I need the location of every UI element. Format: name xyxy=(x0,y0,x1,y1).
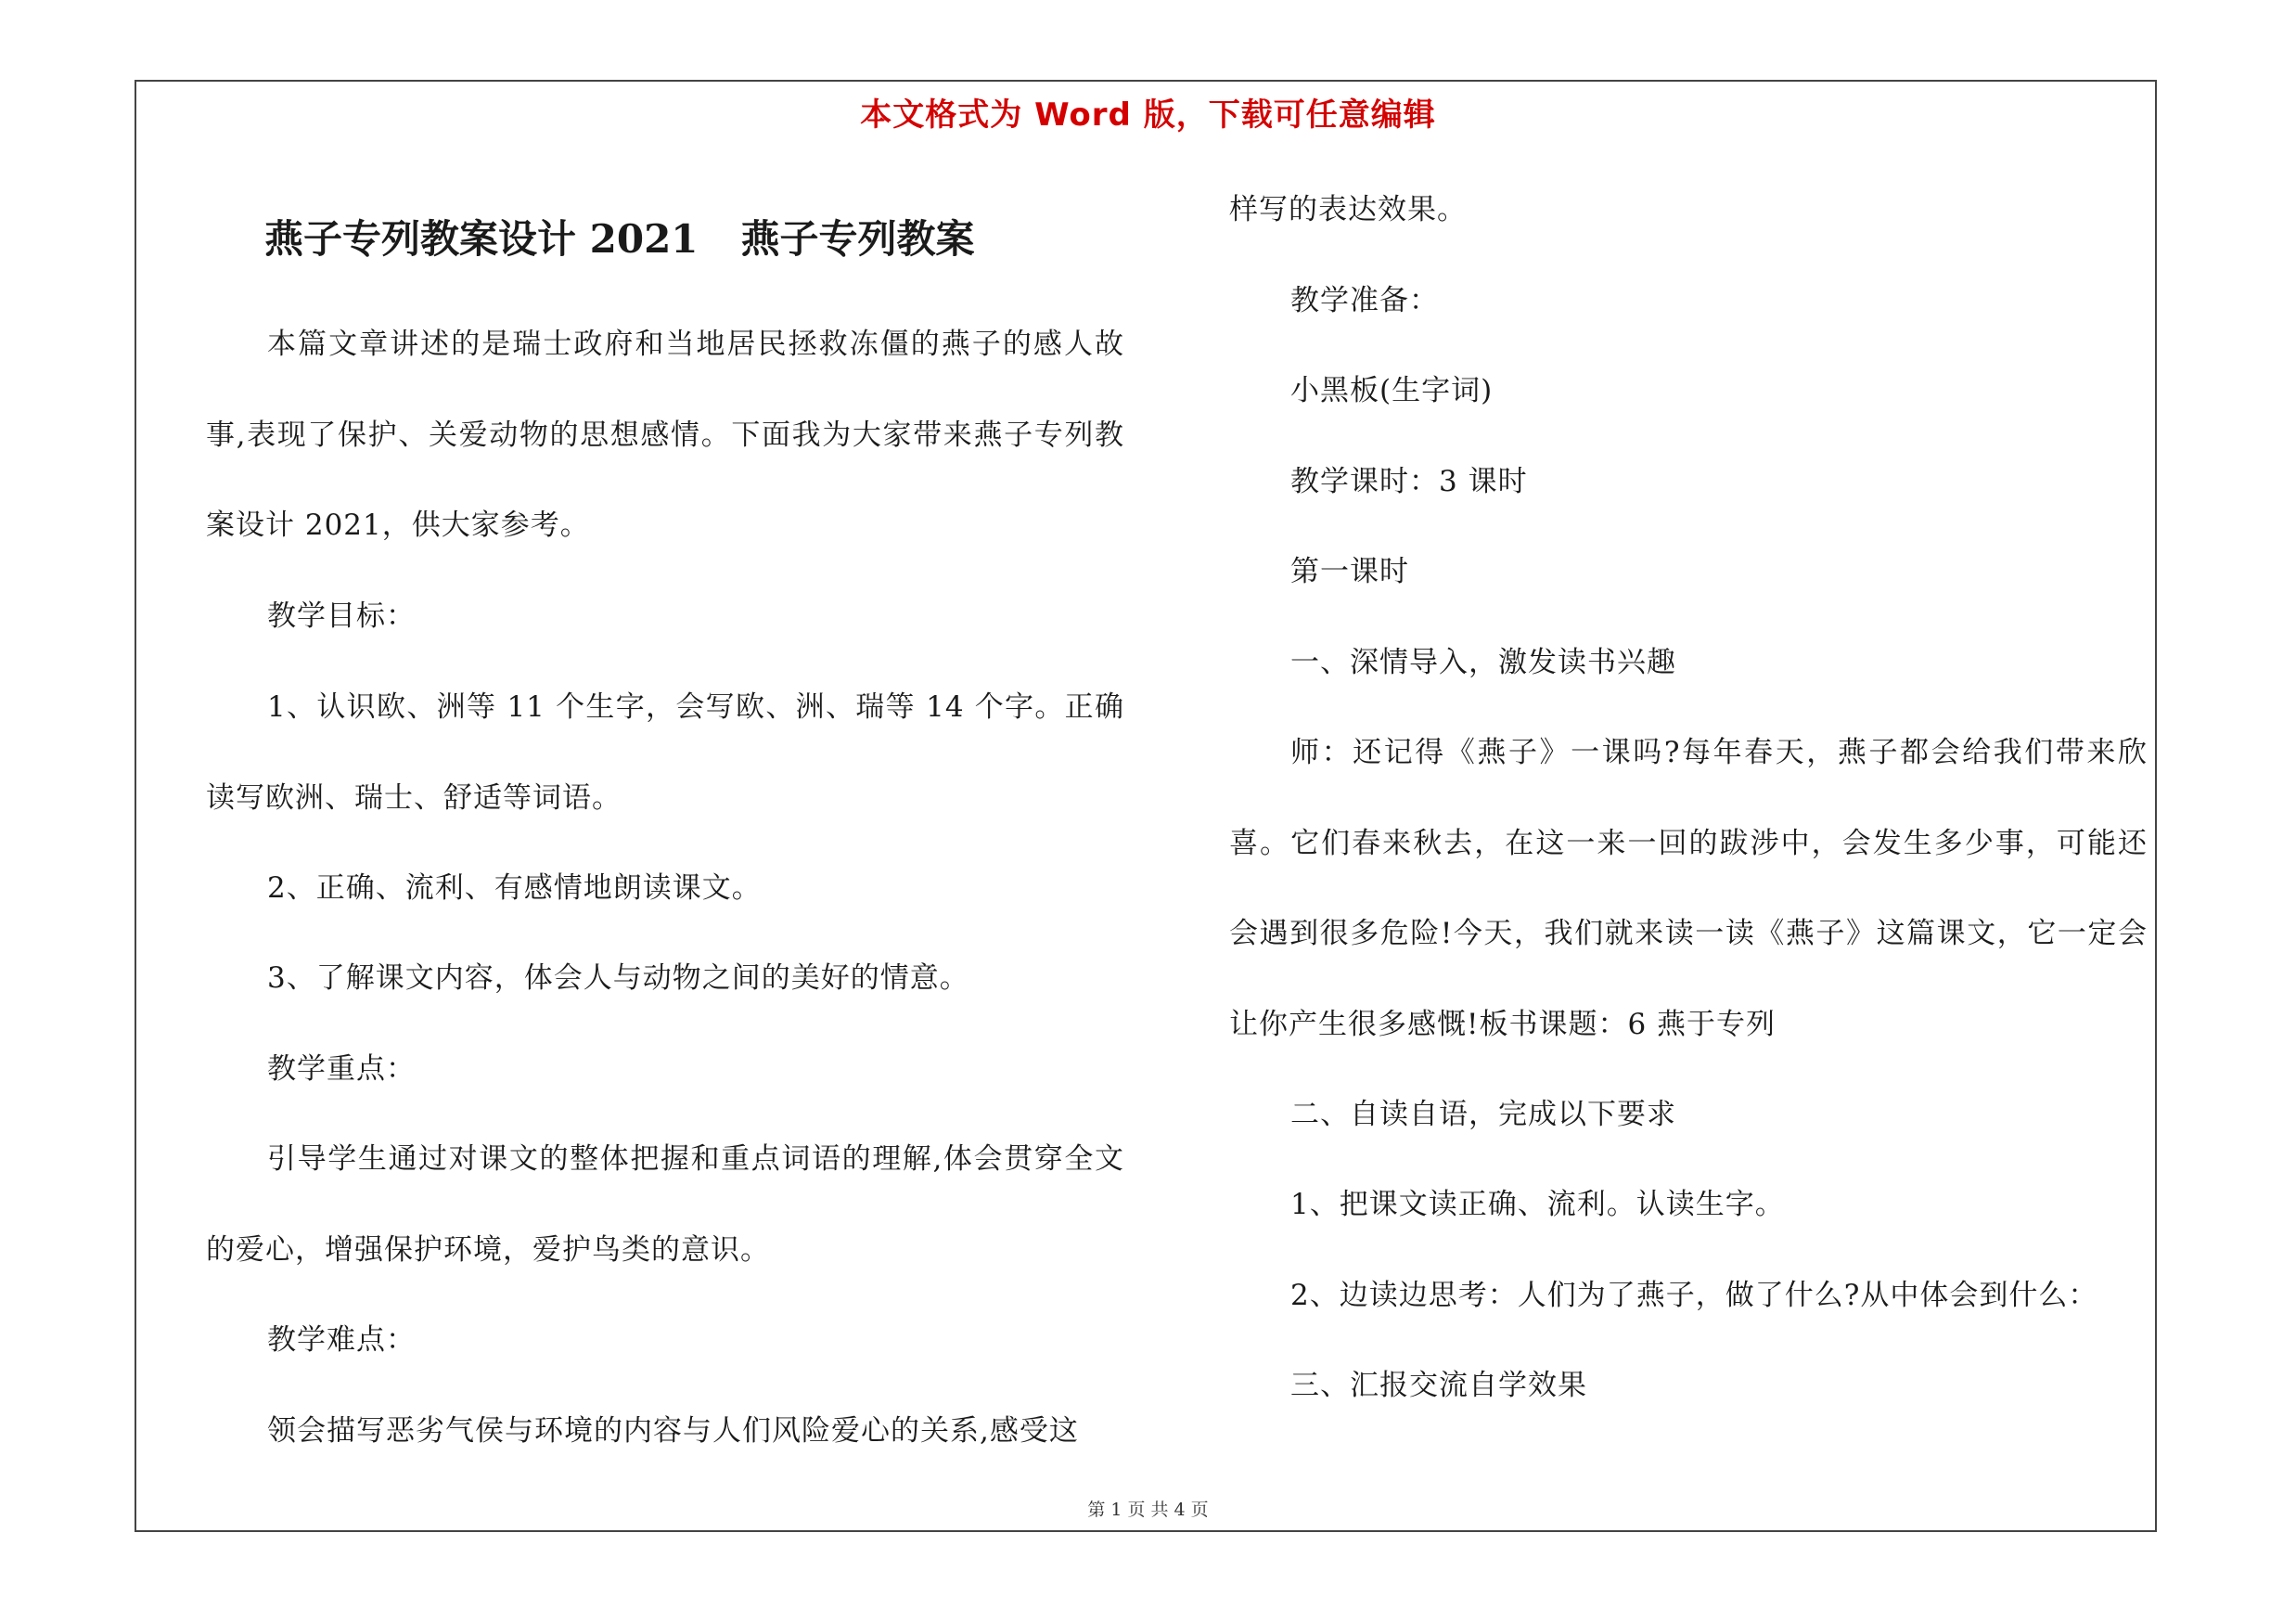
goal-3: 3、了解课文内容，体会人与动物之间的美好的情意。 xyxy=(267,961,969,995)
step-1-heading: 一、深情导入，激发读书兴趣 xyxy=(1290,646,1676,679)
page-footer: 第 1 页 共 4 页 xyxy=(1087,1500,1209,1520)
goals-heading: 教学目标： xyxy=(267,599,416,633)
step-2-heading: 二、自读自语，完成以下要求 xyxy=(1290,1098,1676,1131)
requirement-1: 1、把课文读正确、流利。认读生字。 xyxy=(1290,1188,1785,1221)
key-points-text: 引导学生通过对课文的整体把握和重点词语的理解,体会贯穿全文的爱心，增强保护环境，爱护鸟类的意识。 xyxy=(206,1142,1124,1267)
document-title xyxy=(264,209,975,264)
step-3-heading: 三、汇报交流自学效果 xyxy=(1290,1369,1587,1402)
teacher-intro-text: 师：还记得《燕子》一课吗?每年春天，燕子都会给我们带来欣喜。它们春来秋去，在这一来一回的跋涉中，会发生多少事，可能还会遇到很多危险!今天，我们就来读一读《燕子》这篇课文，它一定会让你产生很多感慨!板书课题：6 燕于专列 xyxy=(1229,736,2148,1041)
header-banner: 本文格式为 Word 版，下载可任意编辑 xyxy=(860,97,1436,134)
difficulties-text: 领会描写恶劣气侯与环境的内容与人们风险爱心的关系,感受这 xyxy=(267,1414,1079,1448)
key-points-heading: 教学重点： xyxy=(267,1052,416,1086)
requirement-2: 2、边读边思考：人们为了燕子，做了什么?从中体会到什么： xyxy=(1290,1279,2098,1312)
intro-paragraph: 本篇文章讲述的是瑞士政府和当地居民拯救冻僵的燕子的感人故事,表现了保护、关爱动物的思想感情。下面我为大家带来燕子专列教案设计 2021，供大家参考。 xyxy=(206,328,1124,542)
prep-heading: 教学准备： xyxy=(1290,284,1439,317)
first-lesson-heading: 第一课时 xyxy=(1290,555,1409,588)
prep-item: 小黑板(生字词) xyxy=(1290,374,1494,407)
title-part-2: 燕子专列教案 xyxy=(740,216,975,262)
goal-1: 1、认识欧、洲等 11 个生字，会写欧、洲、瑞等 14 个字。正确读写欧洲、瑞士、舒适等词语。 xyxy=(206,690,1124,815)
title-part-1: 燕子专列教案设计 2021 xyxy=(264,216,699,262)
difficulties-heading: 教学难点： xyxy=(267,1323,416,1357)
continued-text: 样写的表达效果。 xyxy=(1229,193,1467,226)
goal-2: 2、正确、流利、有感情地朗读课文。 xyxy=(267,871,762,905)
class-hours: 教学课时：3 课时 xyxy=(1290,465,1528,498)
